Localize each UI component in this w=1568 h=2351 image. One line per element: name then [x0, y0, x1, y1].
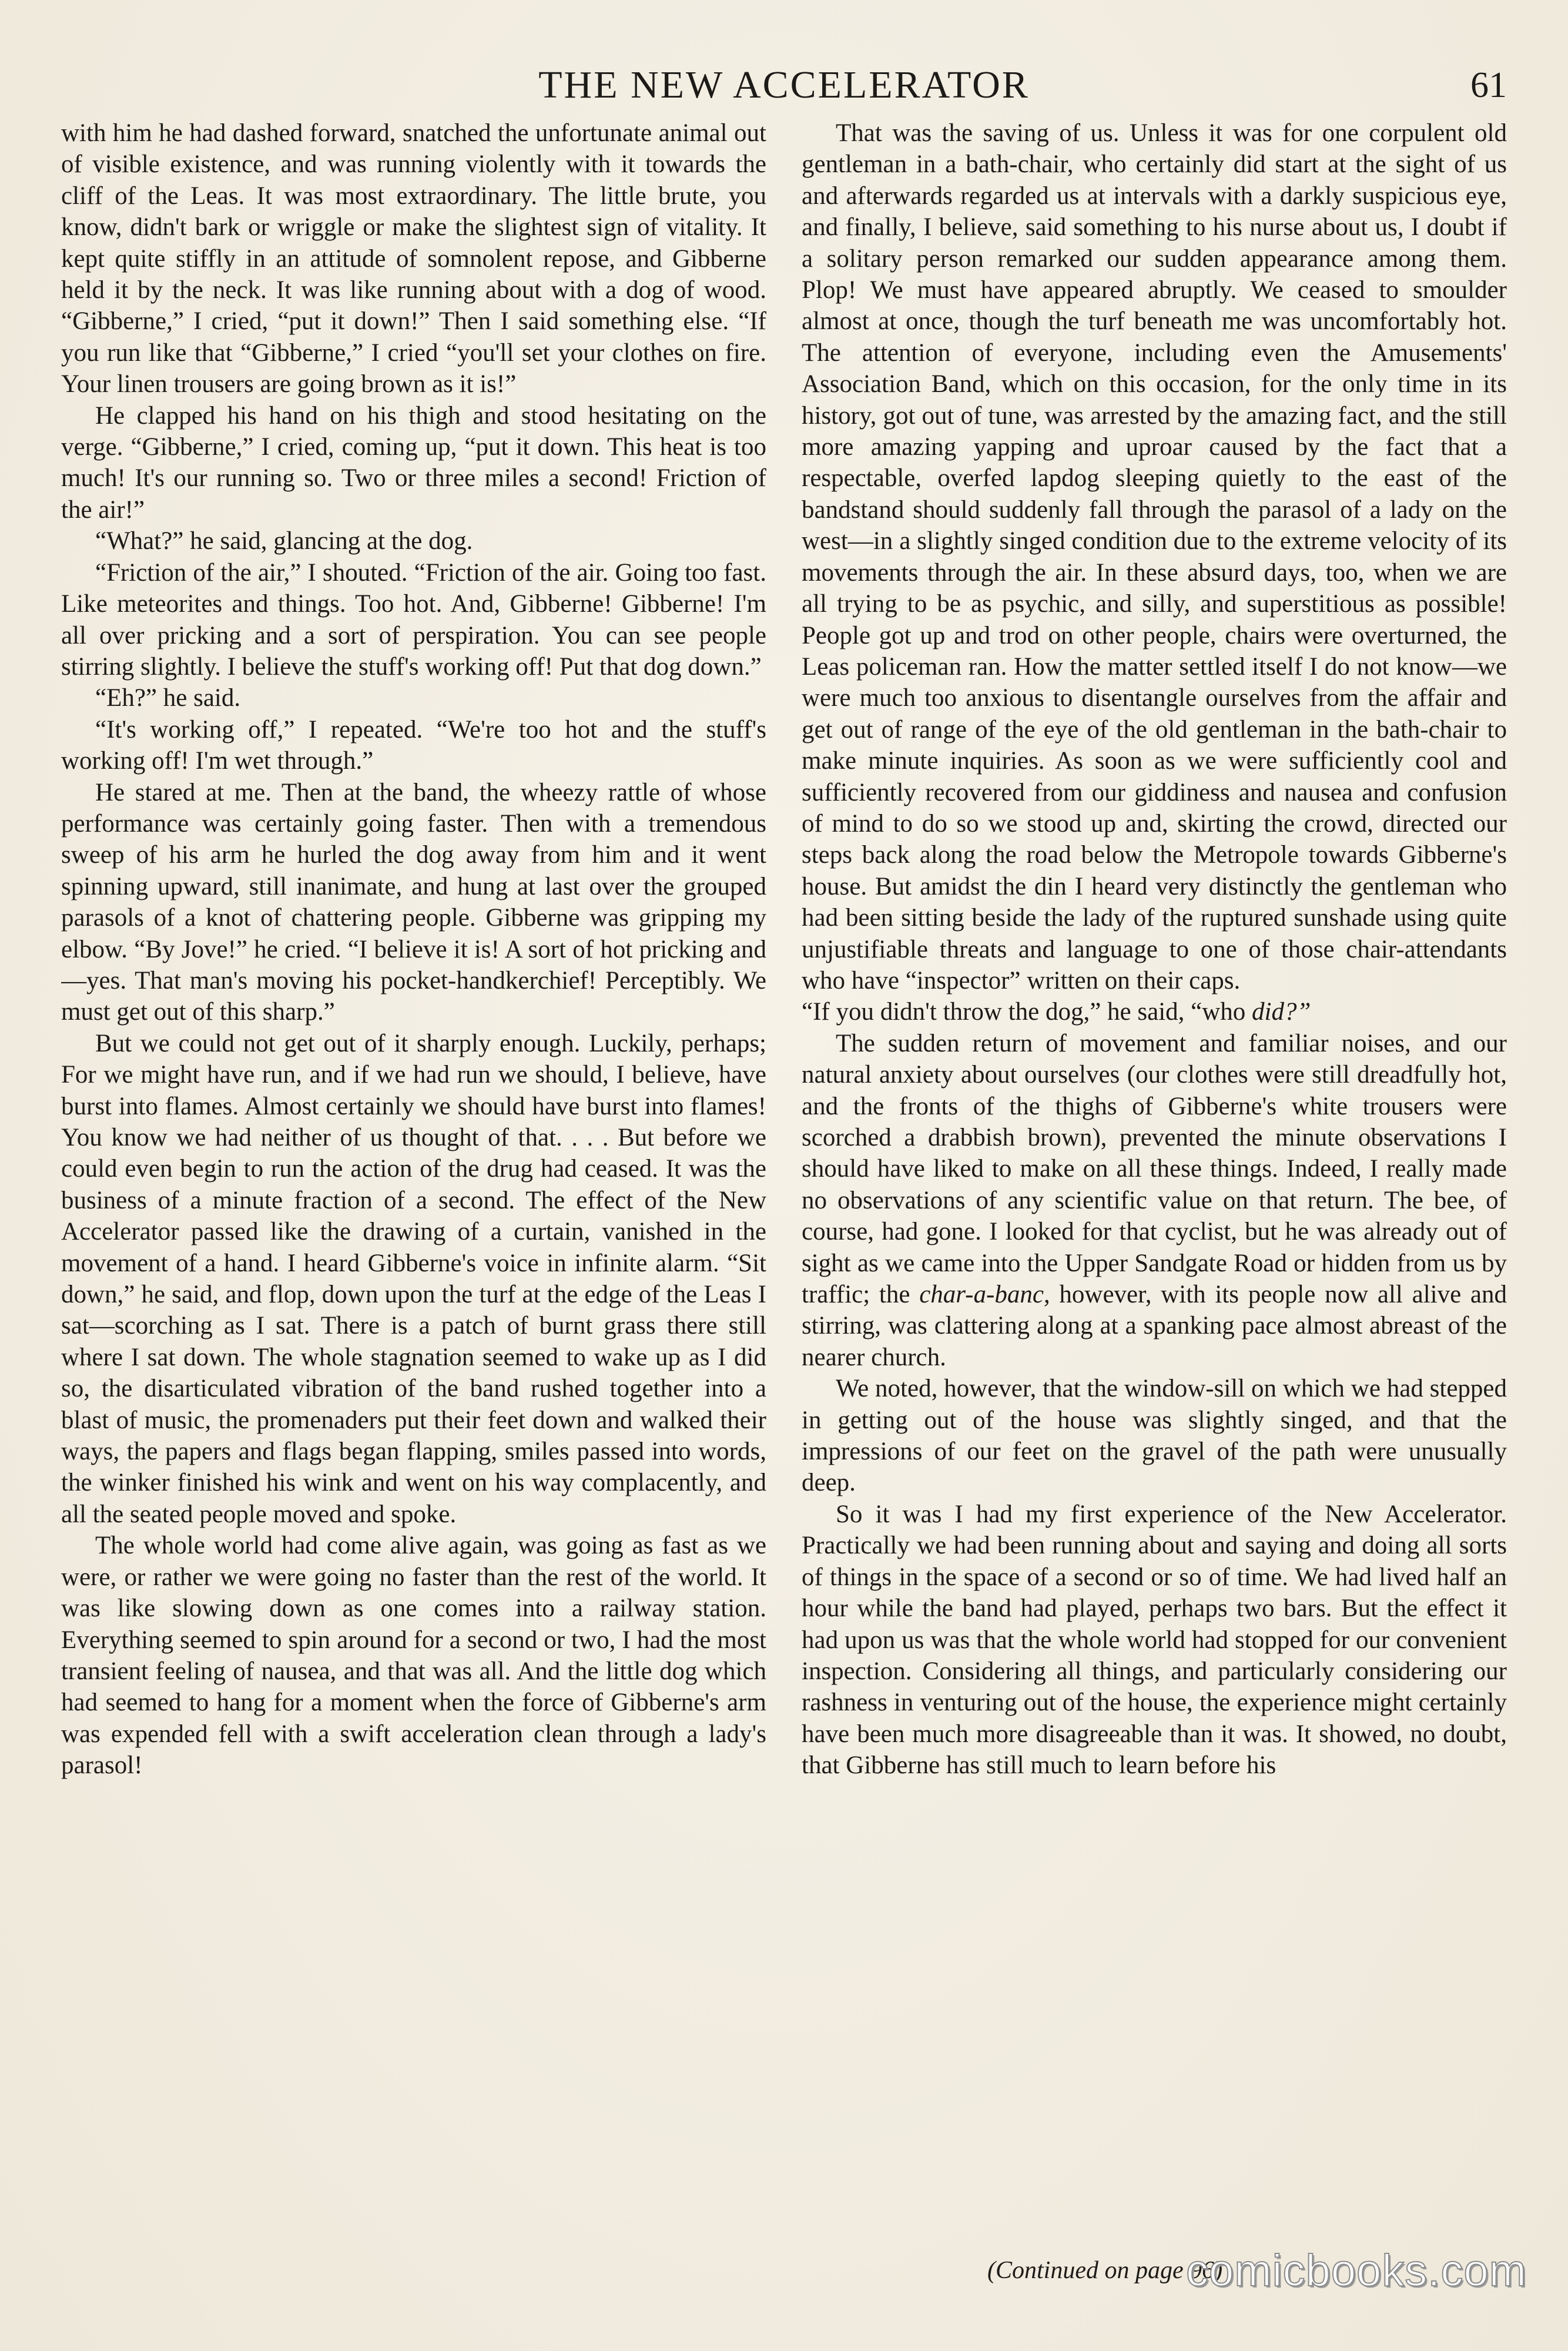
paragraph: “Friction of the air,” I shouted. “Friction of the air. Going too fast. Like meteorites and things. Too hot. And, Gibberne! Gibberne! I'm all over pricking and a sort of perspiration. You can see people stirring slightly. I believe the stuff's working off! Put that dog down.”	[61, 558, 766, 681]
paragraph: We noted, however, that the window-sill on which we had stepped in getting out of the house was slightly singed, and that the impressions of our feet on the gravel of the path were unusually deep.	[802, 1375, 1507, 1497]
paragraph: “It's working off,” I repeated. “We're too hot and the stuff's working off! I'm wet through.”	[61, 715, 766, 775]
right-column	[802, 118, 1507, 2292]
paragraph: The whole world had come alive again, was going as fast as we were, or rather we were going no faster than the rest of the world. It was like slowing down as one comes into a railway station. Everything seemed to spin around for a second or two, I had the most transient feeling of nausea, and that was all. And the little dog which had seemed to hang for a moment when the force of Gibberne's arm was expended fell with a swift acceleration clean through a lady's parasol!	[61, 1532, 766, 1780]
emphasis: char-a-banc,	[919, 1281, 1050, 1309]
paragraph: That was the saving of us. Unless it was for one corpulent old gentleman in a bath-chair, who certainly did start at the sight of us and afterwards regarded us at intervals with a darkly suspicious eye, and finally, I believe, said something to his nurse about us, I doubt if a solitary person remarked our sudden appearance among them. Plop! We must have appeared abruptly. We ceased to smoulder almost at once, though the turf beneath me was uncomfortably hot. The attention of everyone, including even the Amusements' Association Band, which on this occasion, for the only time in its history, got out of tune, was arrested by the amazing fact, and the still more amazing yapping and uproar caused by the fact that a respectable, overfed lapdog sleeping quietly to the east of the bandstand should suddenly fall through the parasol of a lady on the west—in a slightly singed condition due to the extreme velocity of its movements through the air. In these absurd days, too, when we are all trying to be as psychic, and silly, and superstitious as possible! People got up and trod on other people, chairs were overturned, the Leas policeman ran. How the matter settled itself I do not know—we were much too anxious to disentangle ourselves from the affair and get out of range of the eye of the old gentleman in the bath-chair to make minute inquiries. As soon as we were sufficiently cool and sufficiently recovered from our giddiness and nausea and confusion of mind to do so we stood up and, skirting the crowd, directed our steps back along the road below the Metropole towards Gibberne's house. But amidst the din I heard very distinctly the gentleman who had been sitting beside the lady of the ruptured sunshade using quite unjustifiable threats and language to one of those chair-attendants who have “inspector” written on their caps.	[802, 119, 1507, 994]
paragraph: He stared at me. Then at the band, the wheezy rattle of whose performance was certainly going faster. Then with a tremendous sweep of his arm he hurled the dog away from him and it went spinning upward, still inanimate, and hung at last over the grouped parasols of a knot of chattering people. Gibberne was gripping my elbow. “By Jove!” he cried. “I believe it is! A sort of hot pricking and —yes. That man's moving his pocket-handkerchief! Perceptibly. We must get out of this sharp.”	[61, 778, 766, 1026]
paragraph	[802, 1028, 1507, 1373]
page-number: 61	[1470, 65, 1507, 105]
left-column	[61, 118, 766, 2292]
paragraph: So it was I had my first experience of the New Accelerator. Practically we had been running about and saying and doing all sorts of things in the space of a second or so of time. We had lived half an hour while the band had played, perhaps two bars. But the effect it had upon us was that the whole world had stopped for our convenient inspection. Considering all things, and particularly considering our rashness in venturing out of the house, the experience might certainly have been much more disagreeable than it was. It showed, no doubt, that Gibberne has still much to learn before his	[802, 1500, 1507, 1780]
running-head	[0, 59, 1568, 112]
paragraph: with him he had dashed forward, snatched the unfortunate animal out of visible existence, and was running violently with it towards the cliff of the Leas. It was most extraordinary. The little brute, you know, didn't bark or wriggle or make the slightest sign of vitality. It kept quite stiffly in an attitude of somnolent repose, and Gibberne held it by the neck. It was like running about with a dog of wood. “Gibberne,” I cried, “put it down!” Then I said something else. “If you run like that “Gibberne,” I cried “you'll set your clothes on fire. Your linen trousers are going brown as it is!”	[61, 119, 766, 398]
paragraph-text: “If you didn't throw the dog,” he said, “who	[802, 998, 1252, 1026]
watermark: comicbooks.com	[1186, 2246, 1527, 2296]
paragraph: “Eh?” he said.	[95, 684, 241, 712]
continuation-note: (Continued on page 96)	[987, 2257, 1223, 2284]
paragraph	[802, 996, 1507, 1027]
paragraph: “What?” he said, glancing at the dog.	[95, 527, 473, 555]
paragraph: But we could not get out of it sharply enough. Luckily, perhaps; For we might have run, and if we had run we should, I believe, have burst into flames. Almost certainly we should have burst into flames! You know we had neither of us thought of that. . . . But before we could even begin to run the action of the drug had ceased. It was the business of a minute fraction of a second. The effect of the New Accelerator passed like the drawing of a curtain, vanished in the movement of a hand. I heard Gibberne's voice in infinite alarm. “Sit down,” he said, and flop, down upon the turf at the edge of the Leas I sat—scorching as I sat. There is a patch of burnt grass there still where I sat down. The whole stagnation seemed to wake up as I did so, the disarticulated vibration of the band rushed together into a blast of music, the promenaders put their feet down and walked their ways, the papers and flags began flapping, smiles passed into words, the winker finished his wink and went on his way complacently, and all the seated people moved and spoke.	[61, 1029, 766, 1528]
paragraph: He clapped his hand on his thigh and stood hesitating on the verge. “Gibberne,” I cried, coming up, “put it down. This heat is too much! It's our running so. Two or three miles a second! Friction of the air!”	[61, 401, 766, 524]
paragraph-text: The sudden return of movement and familiar noises, and our natural anxiety about ourselves (our clothes were still dreadfully hot, and the fronts of the thighs of Gibberne's white trousers were scorched a drabbish brown), prevented the minute observations I should have liked to make on all these things. Indeed, I really made no observations of any scientific value on that return. The bee, of course, had gone. I looked for that cyclist, but he was already out of sight as we came into the Upper Sandgate Road or hidden from us by traffic; the	[802, 1029, 1507, 1309]
page-title: THE NEW ACCELERATOR	[538, 63, 1030, 106]
emphasis: did?”	[1252, 998, 1311, 1026]
paragraph-text: however, with its people now all alive and stirring, was clattering along at a spanking pace almost abreast of the nearer church.	[802, 1281, 1507, 1371]
